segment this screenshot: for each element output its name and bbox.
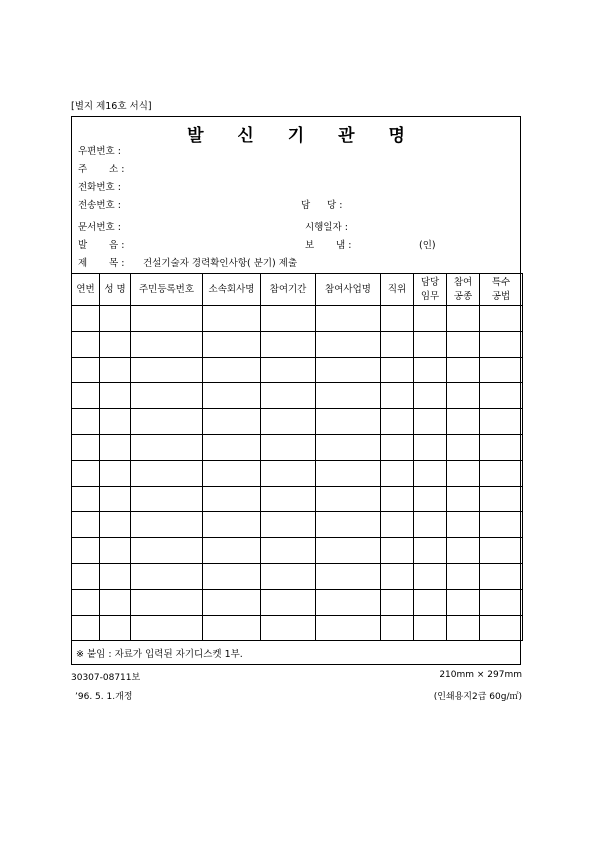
table-row: [72, 331, 523, 357]
table-cell[interactable]: [480, 306, 523, 332]
table-cell[interactable]: [131, 563, 203, 589]
table-body: [72, 306, 523, 641]
table-cell[interactable]: [414, 460, 447, 486]
table-cell[interactable]: [72, 357, 100, 383]
table-row: [72, 383, 523, 409]
table-row: [72, 434, 523, 460]
table-cell[interactable]: [414, 589, 447, 615]
table-cell[interactable]: [316, 615, 381, 641]
table-cell[interactable]: [203, 331, 261, 357]
table-cell[interactable]: [447, 409, 480, 435]
table-cell[interactable]: [480, 409, 523, 435]
table-cell[interactable]: [447, 383, 480, 409]
table-cell[interactable]: [261, 538, 316, 564]
table-cell[interactable]: [72, 306, 100, 332]
table-cell[interactable]: [261, 589, 316, 615]
form-title: 발 신 기 관 명: [187, 126, 419, 146]
table-row: [72, 306, 523, 332]
table-cell[interactable]: [203, 563, 261, 589]
effective-date-label: 시행일자 :: [305, 222, 348, 233]
table-cell[interactable]: [447, 538, 480, 564]
table-cell[interactable]: [72, 615, 100, 641]
subject-label-a: 제: [78, 258, 88, 269]
career-table: [71, 273, 523, 641]
table-cell[interactable]: [72, 589, 100, 615]
table-cell[interactable]: [480, 331, 523, 357]
table-cell[interactable]: [72, 331, 100, 357]
table-cell[interactable]: [480, 486, 523, 512]
table-cell[interactable]: [72, 434, 100, 460]
table-cell[interactable]: [447, 460, 480, 486]
table-cell[interactable]: [131, 460, 203, 486]
table-cell[interactable]: [261, 563, 316, 589]
column-header: 참여사업명: [316, 274, 381, 306]
table-cell[interactable]: [261, 306, 316, 332]
table-cell[interactable]: [100, 434, 131, 460]
column-header: 소속회사명: [203, 274, 261, 306]
form-code: 30307-08711보: [71, 673, 141, 683]
table-row: [72, 615, 523, 641]
address-label-a: 주: [78, 164, 88, 175]
table-cell[interactable]: [447, 486, 480, 512]
table-cell[interactable]: [100, 538, 131, 564]
table-cell[interactable]: [72, 409, 100, 435]
manager-label-b: 당 :: [327, 200, 343, 211]
column-header: 특수 공법: [480, 274, 523, 306]
table-cell[interactable]: [72, 460, 100, 486]
table-cell[interactable]: [447, 331, 480, 357]
table-cell[interactable]: [131, 409, 203, 435]
table-cell[interactable]: [381, 306, 414, 332]
recipient-label-a: 발: [78, 240, 88, 251]
sender-label-b: 냄 :: [336, 240, 352, 251]
table-cell[interactable]: [316, 383, 381, 409]
table-cell[interactable]: [131, 589, 203, 615]
postal-code-label: 우편번호 :: [78, 146, 121, 157]
column-header: 성 명: [100, 274, 131, 306]
table-cell[interactable]: [381, 331, 414, 357]
column-header: 직위: [381, 274, 414, 306]
subject-label-b: 목 :: [109, 258, 125, 269]
table-cell[interactable]: [381, 357, 414, 383]
table-cell[interactable]: [414, 434, 447, 460]
table-cell[interactable]: [131, 306, 203, 332]
table-cell[interactable]: [261, 486, 316, 512]
table-cell[interactable]: [261, 434, 316, 460]
table-cell[interactable]: [203, 589, 261, 615]
table-cell[interactable]: [203, 615, 261, 641]
table-row: [72, 589, 523, 615]
column-header: 주민등록번호: [131, 274, 203, 306]
table-row: [72, 409, 523, 435]
table-cell[interactable]: [414, 383, 447, 409]
table-cell[interactable]: [261, 331, 316, 357]
table-cell[interactable]: [316, 512, 381, 538]
table-cell[interactable]: [480, 538, 523, 564]
table-cell[interactable]: [261, 460, 316, 486]
table-cell[interactable]: [100, 512, 131, 538]
table-cell[interactable]: [131, 383, 203, 409]
table-cell[interactable]: [72, 486, 100, 512]
table-cell[interactable]: [100, 589, 131, 615]
table-cell[interactable]: [480, 357, 523, 383]
table-cell[interactable]: [480, 383, 523, 409]
attachment-note: ※ 붙임 : 자료가 입력된 자기디스켓 1부.: [76, 649, 243, 660]
table-cell[interactable]: [316, 460, 381, 486]
table-cell[interactable]: [414, 615, 447, 641]
table-cell[interactable]: [100, 383, 131, 409]
table-cell[interactable]: [316, 486, 381, 512]
table-cell[interactable]: [261, 512, 316, 538]
doc-number-label: 문서번호 :: [78, 222, 121, 233]
table-cell[interactable]: [316, 589, 381, 615]
table-cell[interactable]: [261, 383, 316, 409]
table-cell[interactable]: [414, 512, 447, 538]
phone-label: 전화번호 :: [78, 182, 121, 193]
table-cell[interactable]: [414, 563, 447, 589]
table-cell[interactable]: [131, 434, 203, 460]
table-cell[interactable]: [447, 357, 480, 383]
table-cell[interactable]: [447, 615, 480, 641]
table-header-row: [72, 274, 523, 306]
table-cell[interactable]: [381, 409, 414, 435]
sender-label-a: 보: [305, 240, 315, 251]
recipient-label-b: 음 :: [109, 240, 125, 251]
table-cell[interactable]: [381, 563, 414, 589]
fax-label: 전송번호 :: [78, 200, 121, 211]
table-cell[interactable]: [203, 538, 261, 564]
table-cell[interactable]: [381, 383, 414, 409]
table-cell[interactable]: [381, 434, 414, 460]
table-cell[interactable]: [381, 538, 414, 564]
table-cell[interactable]: [480, 512, 523, 538]
address-label-b: 소 :: [109, 164, 125, 175]
table-cell[interactable]: [316, 409, 381, 435]
table-row: [72, 563, 523, 589]
table-row: [72, 460, 523, 486]
table-cell[interactable]: [203, 383, 261, 409]
table-cell[interactable]: [381, 589, 414, 615]
table-cell[interactable]: [131, 615, 203, 641]
paper-spec: (인쇄용지2급 60g/㎡): [433, 692, 522, 702]
table-cell[interactable]: [203, 512, 261, 538]
seal-mark: (인): [419, 240, 436, 251]
table-cell[interactable]: [100, 409, 131, 435]
table-cell[interactable]: [447, 434, 480, 460]
table-cell[interactable]: [414, 331, 447, 357]
table-cell[interactable]: [100, 357, 131, 383]
table-cell[interactable]: [414, 538, 447, 564]
table-cell[interactable]: [414, 409, 447, 435]
table-cell[interactable]: [480, 589, 523, 615]
table-row: [72, 486, 523, 512]
table-cell[interactable]: [203, 460, 261, 486]
form-box: [71, 116, 521, 665]
table-cell[interactable]: [316, 306, 381, 332]
column-header: 담당 임무: [414, 274, 447, 306]
paper-size: 210mm × 297mm: [439, 670, 522, 680]
table-cell[interactable]: [447, 563, 480, 589]
table-cell[interactable]: [447, 306, 480, 332]
table-cell[interactable]: [414, 306, 447, 332]
table-cell[interactable]: [203, 357, 261, 383]
table-cell[interactable]: [131, 512, 203, 538]
table-cell[interactable]: [316, 563, 381, 589]
table-cell[interactable]: [100, 486, 131, 512]
table-cell[interactable]: [72, 383, 100, 409]
table-cell[interactable]: [381, 615, 414, 641]
column-header: 참여기간: [261, 274, 316, 306]
table-cell[interactable]: [414, 486, 447, 512]
table-cell[interactable]: [261, 615, 316, 641]
table-cell[interactable]: [100, 615, 131, 641]
subject-value: 건설기술자 경력확인사항( 분기) 제출: [143, 258, 298, 269]
table-cell[interactable]: [480, 615, 523, 641]
table-cell[interactable]: [381, 460, 414, 486]
table-cell[interactable]: [316, 434, 381, 460]
table-row: [72, 512, 523, 538]
table-cell[interactable]: [131, 486, 203, 512]
footnote-divider: [72, 640, 520, 641]
table-cell[interactable]: [100, 460, 131, 486]
table-cell[interactable]: [203, 434, 261, 460]
table-cell[interactable]: [414, 357, 447, 383]
table-cell[interactable]: [72, 538, 100, 564]
column-header: 연번: [72, 274, 100, 306]
table-cell[interactable]: [203, 409, 261, 435]
table-cell[interactable]: [480, 460, 523, 486]
table-cell[interactable]: [100, 331, 131, 357]
table-cell[interactable]: [261, 357, 316, 383]
table-cell[interactable]: [480, 563, 523, 589]
table-cell[interactable]: [131, 331, 203, 357]
table-cell[interactable]: [316, 331, 381, 357]
table-cell[interactable]: [131, 357, 203, 383]
table-cell[interactable]: [381, 512, 414, 538]
table-cell[interactable]: [203, 486, 261, 512]
table-cell[interactable]: [100, 306, 131, 332]
table-cell[interactable]: [131, 538, 203, 564]
manager-label-a: 담: [301, 200, 311, 211]
table-cell[interactable]: [261, 409, 316, 435]
table-cell[interactable]: [447, 589, 480, 615]
table-cell[interactable]: [381, 486, 414, 512]
table-cell[interactable]: [72, 512, 100, 538]
table-cell[interactable]: [480, 434, 523, 460]
table-cell[interactable]: [203, 306, 261, 332]
table-cell[interactable]: [447, 512, 480, 538]
table-cell[interactable]: [316, 538, 381, 564]
column-header: 참여 공종: [447, 274, 480, 306]
table-cell[interactable]: [316, 357, 381, 383]
revision-date: ’96. 5. 1.개정: [75, 692, 133, 702]
table-row: [72, 538, 523, 564]
table-cell[interactable]: [100, 563, 131, 589]
table-row: [72, 357, 523, 383]
form-number-label: [별지 제16호 서식]: [71, 101, 152, 112]
table-cell[interactable]: [72, 563, 100, 589]
